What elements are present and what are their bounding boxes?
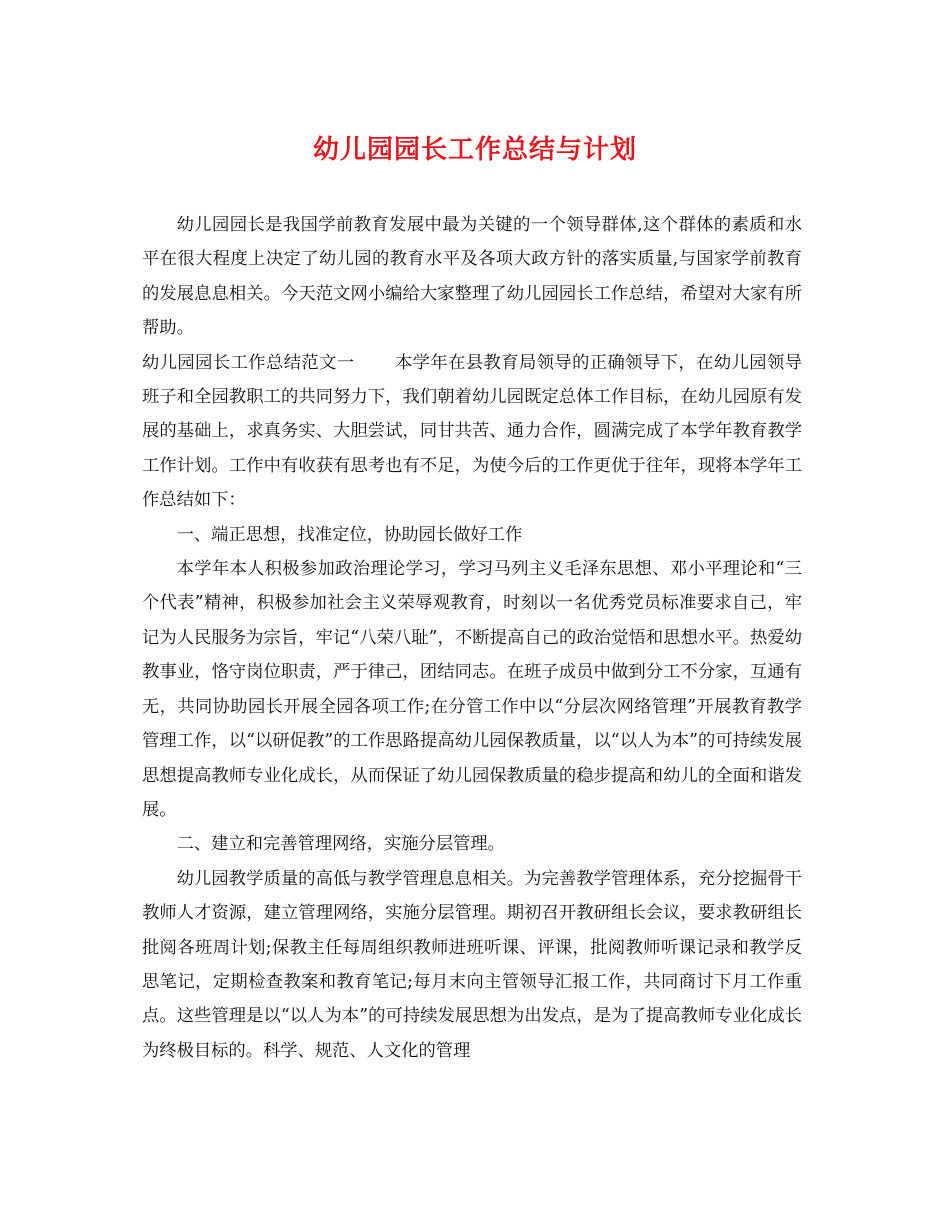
section-body-1: 本学年本人积极参加政治理论学习，学习马列主义毛泽东思想、邓小平理论和“三个代表”精神，积极参加社会主义荣辱观教育，时刻以一名优秀党员标准要求自己，牢记为人民服务为宗旨，牢记“八荣八耻”，不断提高自己的政治觉悟和思想水平。热爱幼教事业，恪守岗位职责，严于律己，团结同志。在班子成员中做到分工不分家，互通有无，共同协助园长开展全园各项工作;在分管工作中以“分层次网络管理”开展教育教学管理工作，以“以研促教”的工作思路提高幼儿园保教质量，以“以人为本”的可持续发展思想提高教师专业化成长，从而保证了幼儿园保教质量的稳步提高和幼儿的全面和谐发展。: [142, 559, 802, 820]
sample-intro-text: 本学年在县教育局领导的正确领导下，在幼儿园领导班子和全园教职工的共同努力下，我们朝着幼儿园既定总体工作目标，在幼儿园原有发展的基础上，求真务实、大胆尝试，同甘共苦、通力合作，圆满完成了本学年教育教学工作计划。工作中有收获有思考也有不足，为使今后的工作更优于往年，现将本学年工作总结如下：: [142, 352, 802, 511]
sample-heading: 幼儿园园长工作总结范文一: [142, 352, 355, 373]
sample-intro-paragraph: [142, 346, 802, 518]
section-heading-2: 二、建立和完善管理网络，实施分层管理。: [176, 834, 505, 855]
document-body: [142, 208, 802, 1068]
section-body-2: 幼儿园教学质量的高低与教学管理息息相关。为完善教学管理体系，充分挖掘骨干教师人才资源，建立管理网络，实施分层管理。期初召开教研组长会议，要求教研组长批阅各班周计划;保教主任每周组织教师进班听课、评课，批阅教师听课记录和教学反思笔记，定期检查教案和教育笔记;每月末向主管领导汇报工作，共同商讨下月工作重点。这些管理是以“以人为本”的可持续发展思想为出发点，是为了提高教师专业化成长为终极目标的。科学、规范、人文化的管理: [142, 868, 802, 1061]
section-heading-1: 一、端正思想，找准定位，协助园长做好工作: [176, 524, 523, 545]
intro-paragraph: 幼儿园园长是我国学前教育发展中最为关键的一个领导群体,这个群体的素质和水平在很大程度上决定了幼儿园的教育水平及各项大政方针的落实质量,与国家学前教育的发展息息相关。今天范文网小编给大家整理了幼儿园园长工作总结，希望对大家有所帮助。: [142, 215, 802, 339]
document-title: 幼儿园园长工作总结与计划: [312, 135, 637, 165]
